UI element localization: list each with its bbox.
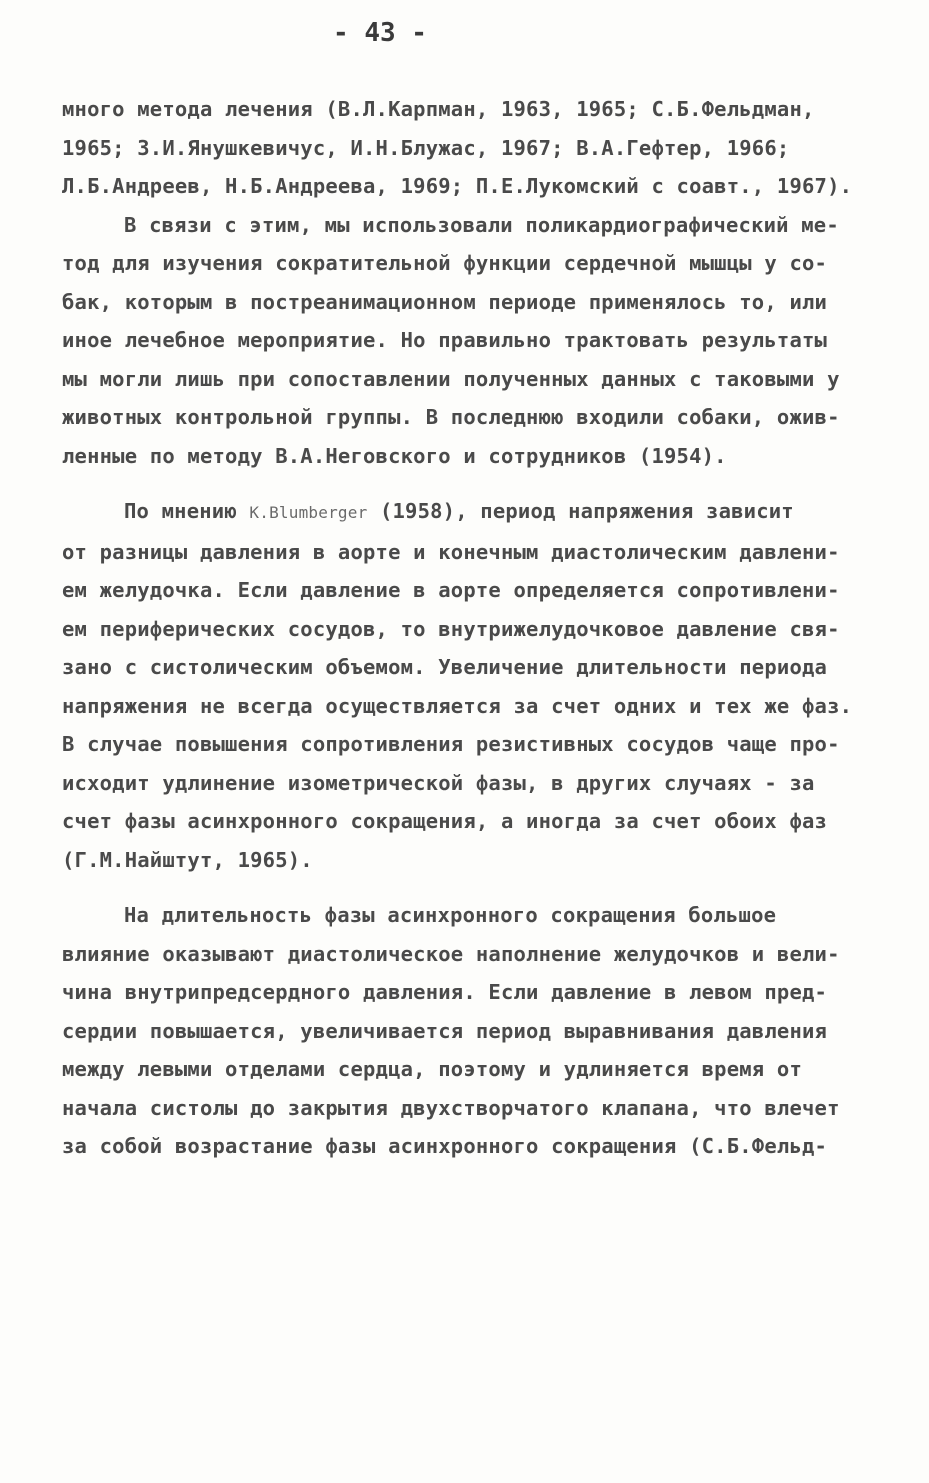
paragraph-1: [62, 90, 862, 206]
text-line: ем желудочка. Если давление в аорте определяется сопротивлени-: [62, 578, 840, 602]
text-line: 1965; З.И.Янушкевичус, И.Н.Блужас, 1967; В.А.Гефтер, 1966;: [62, 135, 790, 160]
foreign-author-name: K.Blumberger: [249, 503, 368, 522]
text-line: счет фазы асинхронного сокращения, а иногда за счет обоих фаз: [62, 809, 828, 833]
text-line: тод для изучения сократительной функции сердечной мышцы у со-: [62, 251, 828, 275]
text-fragment: По мнению: [124, 499, 250, 523]
text-line: за собой возрастание фазы асинхронного сокращения (С.Б.Фельд-: [62, 1134, 828, 1158]
text-line: мы могли лишь при сопоставлении полученных данных с таковыми у: [62, 366, 840, 391]
text-line: (Г.М.Найштут, 1965).: [62, 847, 313, 872]
text-line: животных контрольной группы. В последнюю входили собаки, ожив-: [62, 405, 840, 429]
text-line: ленные по методу В.А.Неговского и сотрудников (1954).: [62, 443, 727, 468]
text-line: бак, которым в постреанимационном периоде применялось то, или: [62, 289, 828, 314]
text-line: сердии повышается, увеличивается период выравнивания давления: [62, 1018, 828, 1043]
text-line: [62, 492, 862, 533]
text-line: иное лечебное мероприятие. Но правильно трактовать результаты: [62, 328, 828, 352]
paragraph-2: [62, 206, 862, 476]
text-fragment: (1958), период напряжения зависит: [367, 499, 794, 523]
text-line: ем периферических сосудов, то внутрижелудочковое давление свя-: [62, 616, 840, 641]
text-line: между левыми отделами сердца, поэтому и удлиняется время от: [62, 1057, 802, 1081]
text-line: На длительность фазы асинхронного сокращения большое: [124, 903, 777, 927]
text-line: В случае повышения сопротивления резистивных сосудов чаще про-: [62, 732, 840, 756]
paragraph-3: [62, 492, 862, 879]
text-line: чина внутрипредсердного давления. Если давление в левом пред-: [62, 980, 828, 1004]
text-line: зано с систолическим объемом. Увеличение длительности периода: [62, 655, 828, 679]
text-line: от разницы давления в аорте и конечным диастолическим давлени-: [62, 539, 840, 564]
text-line: много метода лечения (В.Л.Карпман, 1963, 1965; С.Б.Фельдман,: [62, 97, 815, 121]
text-line: начала систолы до закрытия двухстворчатого клапана, что влечет: [62, 1095, 840, 1120]
paragraph-4: [62, 896, 862, 1166]
text-line: напряжения не всегда осуществляется за счет одних и тех же фаз.: [62, 693, 853, 718]
text-line: Л.Б.Андреев, Н.Б.Андреева, 1969; П.Е.Лукомский с соавт., 1967).: [62, 174, 853, 198]
text-line: В связи с этим, мы использовали поликардиографический ме-: [124, 212, 839, 237]
document-body: [62, 90, 862, 1166]
text-line: влияние оказывают диастолическое наполнение желудочков и вели-: [62, 941, 840, 966]
page-number: - 43 -: [333, 18, 427, 48]
text-line: исходит удлинение изометрической фазы, в других случаях - за: [62, 770, 815, 795]
